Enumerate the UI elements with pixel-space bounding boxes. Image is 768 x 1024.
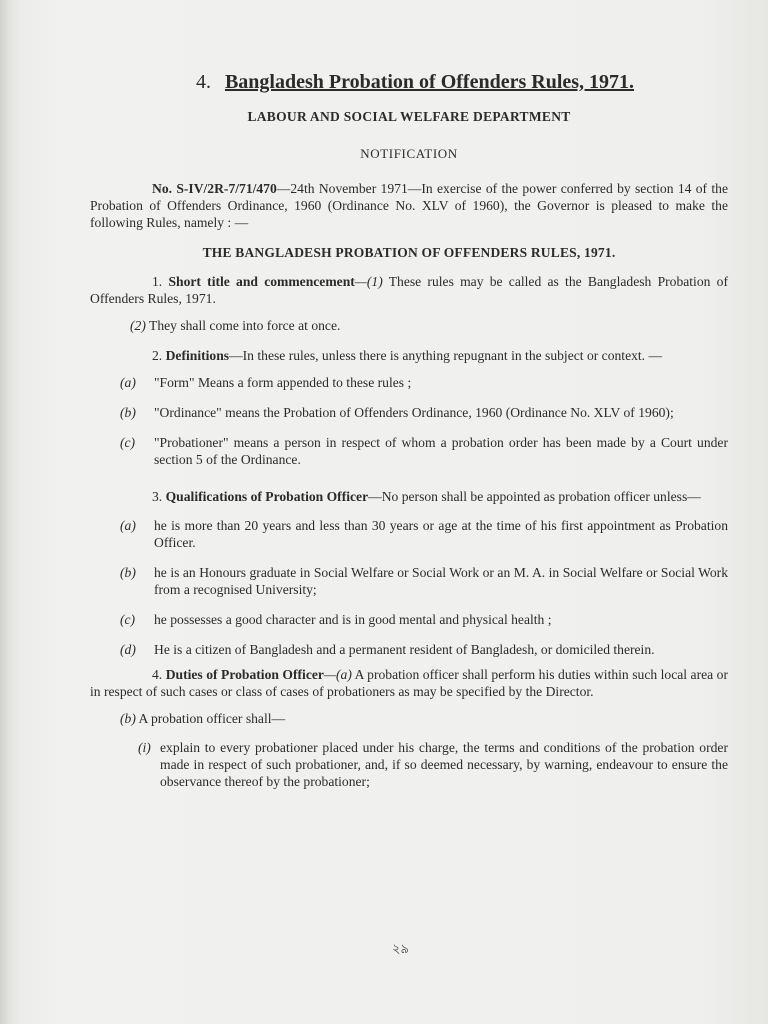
intro-paragraph xyxy=(90,180,728,231)
rule-2-number: 2. xyxy=(152,348,163,363)
rule-4-sub-a-marker: —(a) xyxy=(323,667,352,682)
rule-3-item-b-marker: (b) xyxy=(120,565,136,580)
rule-4-title: Duties of Probation Officer xyxy=(165,667,324,682)
document-title xyxy=(90,70,728,94)
rule-4-item-i xyxy=(90,739,728,790)
rule-3-title: Qualifications of Probation Officer xyxy=(165,489,369,504)
rule-3-text: —No person shall be appointed as probation officer unless— xyxy=(368,489,701,504)
rule-4-item-i-text: explain to every probationer placed under his charge, the terms and conditions of the probation order made in respect of such probationer, and, if so deemed necessary, by warning, endeavour to ensure the observance thereof by the probationer; xyxy=(160,740,728,789)
document-body xyxy=(90,70,728,800)
rule-1 xyxy=(90,273,728,307)
rule-4-item-i-marker: (i) xyxy=(138,740,151,755)
rule-3-item-a-text: he is more than 20 years and less than 30 years or age at the time of his first appointment as Probation Officer. xyxy=(154,518,728,550)
rule-3-item-b xyxy=(90,564,728,598)
rule-3-item-a xyxy=(90,517,728,551)
rule-2-item-b xyxy=(90,404,728,421)
rule-2-item-c-marker: (c) xyxy=(120,435,136,450)
rule-1-sub1-marker: —(1) xyxy=(354,274,383,289)
rule-2-title: Definitions xyxy=(165,348,230,363)
rule-3-item-d-marker: (d) xyxy=(120,642,136,657)
rule-3-item-d xyxy=(90,641,728,658)
notification-ref: No. S-IV/2R-7/71/470 xyxy=(152,181,277,196)
rule-2-item-b-marker: (b) xyxy=(120,405,136,420)
department-heading: LABOUR AND SOCIAL WELFARE DEPARTMENT xyxy=(247,109,571,124)
rule-3-item-c xyxy=(90,611,728,628)
rules-heading: THE BANGLADESH PROBATION OF OFFENDERS RULES, 1971. xyxy=(202,245,616,260)
title-text: Bangladesh Probation of Offenders Rules, 1971. xyxy=(224,71,635,93)
rule-2-item-c xyxy=(90,434,728,468)
rule-4-sub-b xyxy=(90,710,728,727)
page-number: ২৯ xyxy=(392,941,409,956)
rule-2-item-b-text: "Ordinance" means the Probation of Offenders Ordinance, 1960 (Ordinance No. XLV of 1960); xyxy=(154,405,674,420)
rule-4 xyxy=(90,666,728,700)
rule-3-item-b-text: he is an Honours graduate in Social Welfare or Social Work or an M. A. in Social Welfare or Social Work from a recognised University; xyxy=(154,565,728,597)
title-number: 4. xyxy=(195,71,211,93)
notification-heading: NOTIFICATION xyxy=(360,146,458,161)
rule-2-text: —In these rules, unless there is anything repugnant in the subject or context. — xyxy=(229,348,663,363)
rule-4-sub-b-marker: (b) xyxy=(120,711,136,726)
rule-1-sub2 xyxy=(90,317,728,334)
rule-1-number: 1. xyxy=(152,274,163,289)
rule-1-sub2-marker: (2) xyxy=(130,318,146,333)
intro-text: —24th November 1971—In exercise of the power conferred by section 14 of the Probation of Offenders Ordinance, 1960 (Ordinance No. XLV of 1960), the Governor is pleased to make the following Rules, namely : — xyxy=(90,181,728,230)
rule-2-item-a-marker: (a) xyxy=(120,375,136,390)
rule-3-item-c-text: he possesses a good character and is in good mental and physical health ; xyxy=(154,612,552,627)
rule-3-item-d-text: He is a citizen of Bangladesh and a permanent resident of Bangladesh, or domiciled therein. xyxy=(154,642,655,657)
rule-2-item-a-text: "Form" Means a form appended to these rules ; xyxy=(154,375,412,390)
rule-1-sub2-text: They shall come into force at once. xyxy=(145,318,341,333)
rule-2 xyxy=(90,347,728,364)
rule-1-title: Short title and commencement xyxy=(168,274,355,289)
page-spine-shadow xyxy=(0,0,10,1024)
rule-4-sub-b-text: A probation officer shall— xyxy=(135,711,286,726)
rule-3 xyxy=(90,488,728,505)
rule-2-item-c-text: "Probationer" means a person in respect of whom a probation order has been made by a Court under section 5 of the Ordinance. xyxy=(154,435,728,467)
rule-1-sub1-text: These rules may be called as the Bangladesh Probation of Offenders Rules, 1971. xyxy=(90,274,728,306)
rule-3-number: 3. xyxy=(152,489,163,504)
rule-4-number: 4. xyxy=(152,667,163,682)
rule-2-item-a xyxy=(90,374,728,391)
rule-3-item-a-marker: (a) xyxy=(120,518,136,533)
rule-4-sub-a-text: A probation officer shall perform his duties within such local area or in respect of such cases or class of cases of probationers as may be specified by the Director. xyxy=(90,667,728,699)
rule-3-item-c-marker: (c) xyxy=(120,612,136,627)
